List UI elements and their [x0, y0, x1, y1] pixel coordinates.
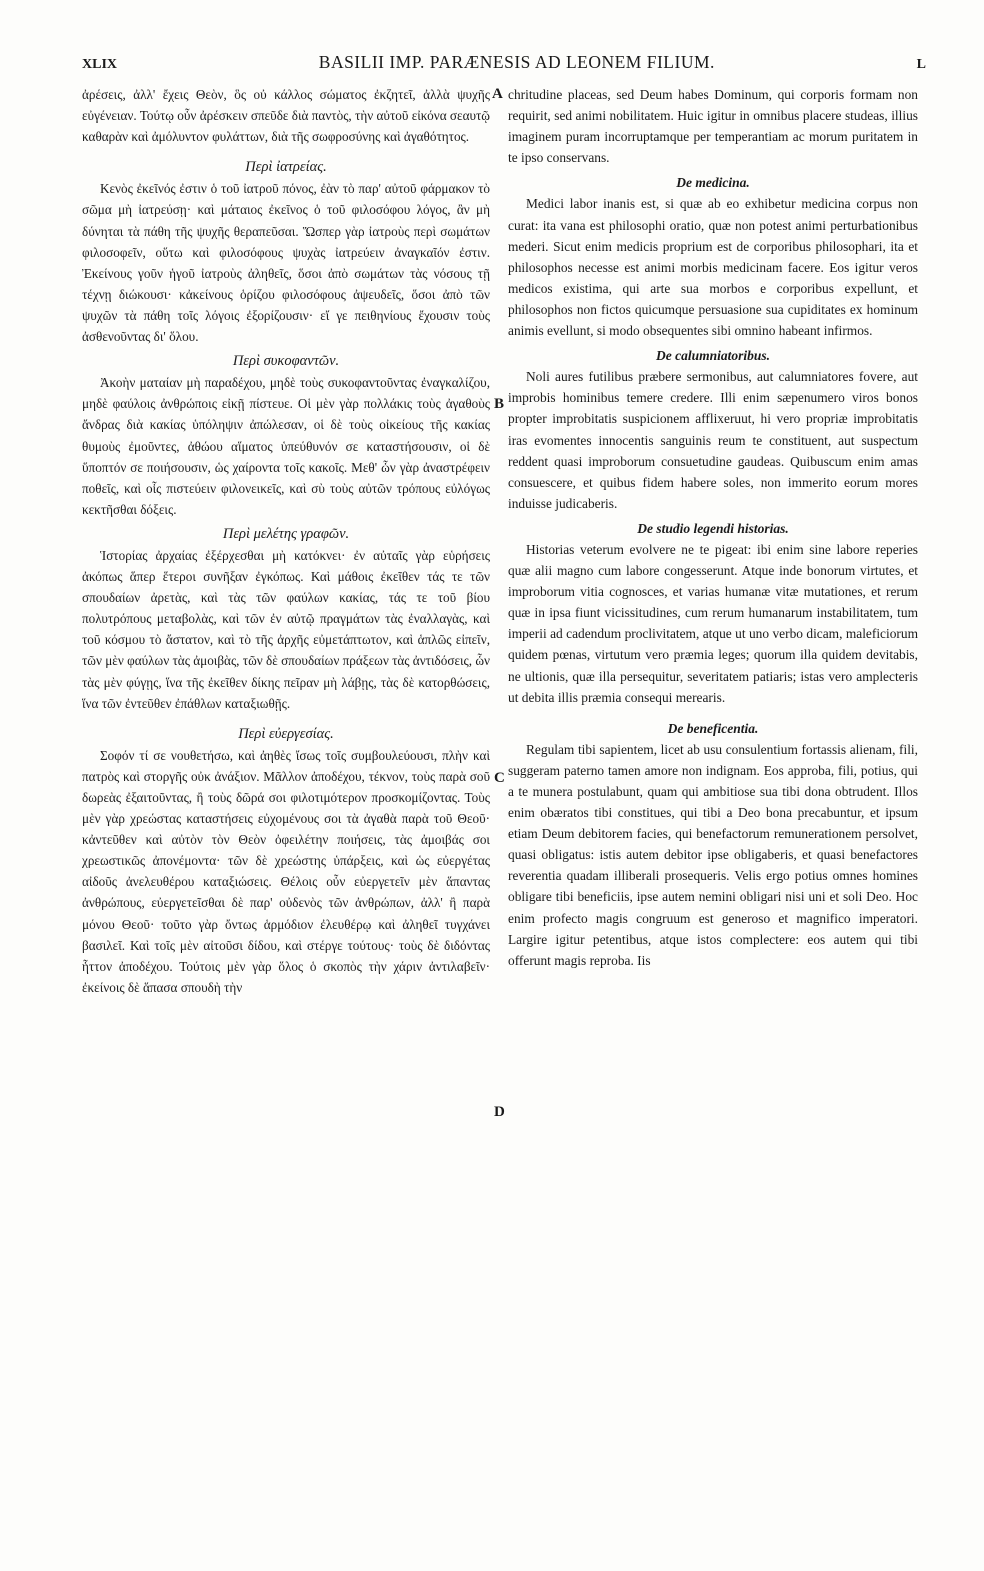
greek-paragraph: Ἱστορίας ἀρχαίας ἐξέρχεσθαι μὴ κατόκνει· ἐν αὐταῖς γὰρ εὑρήσεις ἀκόπως ἅπερ ἕτεροι συνῆξαν ἐγκόπως. Καὶ μάθοις ἐκεῖθεν τάς τε τῶν σπουδαίων ἀρετὰς, καὶ τὰς τῶν φαύλων κακίας, τάς τε τοῦ βίου πολυτρόπους μεταβολὰς, καὶ τῶν ἐν αὐτῷ πραγμάτων τὰς ἐναλλαγὰς, καὶ τοῦ κόσμου τὸ ἄστατον, καὶ τὸ τῆς ἀρχῆς εὐμετάπτωτον, καὶ ἁπλῶς εἰπεῖν, τῶν μὲν φαύλων τὰς ἀμοιβὰς, τῶν δὲ σπουδαίων πράξεων τὰς ἀντιδόσεις, ὧν τὰς μὲν φύγῃς, ἵνα τῆς ἐκεῖθεν δίκης πεῖραν μὴ λάβῃς, τὰς δὲ κατορθώσεις, ἵνα τῶν ἐντεῦθεν ἐπάθλων καταξιωθῇς. [82, 547, 490, 711]
margin-letter-b: B [494, 396, 505, 412]
greek-section-title: Περὶ μελέτης γραφῶν. [222, 525, 350, 542]
margin-letter-a: A [492, 86, 503, 102]
latin-section-title: De calumniatoribus. [655, 348, 771, 364]
greek-section-title: Περὶ ἰατρείας. [245, 159, 327, 176]
latin-paragraph: Noli aures futilibus præbere sermonibus, aut calumniatores fovere, aut improbis hominibus temere credere. Illi enim sæpenumero viros bonos propter improbitatis suspicionem afflixeruut, hi vero propriæ improbitatis iras evomentes innocentis sanguinis reum te constituent, aut suspectum reddent quasi improborum consuetudine gaudeas. Quibuscum enim amas consuescere, et quibus fidem habere soles, non immerito eorum mores induisse judicaberis. [508, 369, 918, 511]
margin-letter-d: D [494, 1104, 505, 1120]
greek-intro: ἀρέσεις, ἀλλ' ἔχεις Θεὸν, ὃς οὐ κάλλος σώματος ἐκζητεῖ, ἀλλὰ ψυχῆς εὐγένειαν. Τούτῳ οὖν ἀρέσκειν σπεῦδε διὰ παντὸς, τὴν αὐτοῦ εἰκόνα σεαυτῷ καθαρὰν καὶ ἀμόλυντον φυλάττων, διὰ τῆς σωφροσύνης καὶ ἀγαθότητος. [82, 87, 490, 145]
latin-paragraph: Medici labor inanis est, si quæ ab eo exhibetur medicina corpus non curat: ita vana est philosophi oratio, quæ non potest animi perturbationibus mederi. Sicut enim medicis proprium est de corporibus philosophari, ita et philosophos necesse est animi morbis medicinam facere. Eos igitur veros medicos existima, qui arte sua morbos e corporibus expellunt, et philosophos non fictos quicumque persuasione sua cupiditates ex hominum animis evellunt, si modo obsequentes sibi omnino habeant infirmos. [508, 196, 918, 339]
greek-column [82, 84, 490, 998]
left-page-number: XLIX [82, 57, 118, 72]
latin-section-title: De beneficentia. [667, 720, 759, 736]
greek-section-title: Περὶ συκοφαντῶν. [232, 353, 340, 370]
running-title: BASILII IMP. PARÆNESIS AD LEONEM FILIUM. [318, 52, 715, 72]
margin-letter-c: C [494, 770, 505, 786]
greek-paragraph: Σοφόν τί σε νουθετήσω, καὶ ἀηθὲς ἴσως τοῖς συμβουλεύουσι, πλὴν καὶ πατρὸς καὶ στοργῆς οὐκ ἀνάξιον. Μᾶλλον ἀποδέχου, τέκνον, τοὺς παρὰ σοῦ δωρεὰς ἐξαιτοῦντας, ἢ τοὺς δῶρά σοι φιλοτιμότερον προσκομίζοντας. Τοὺς μὲν γὰρ χρεώστας καταστήσεις εὐχομένους σοι τὰ ἀγαθὰ παρὰ τοῦ Θεοῦ· κἀντεῦθεν καὶ αὐτὸν τὸν Θεὸν ὀφειλέτην ποιήσεις, τὰς ἀμοιβάς σοι χρεωστικῶς ἀπονέμοντα· τῶν δὲ χρεώστης ὑπάρξεις, καὶ ὡς εὐεργέτας αἰδοῦς ἀνελευθέρου καταξιώσεις. Θέλοις οὖν εὐεργετεῖν μὲν ἅπαντας ἀνθρώπους, εὐεργετεῖσθαι δὲ παρ' οὐδενὸς τῶν ἀνθρώπων, ἀλλ' ἢ παρὰ μόνου Θεοῦ· τοῦτο γὰρ ὄντως ἁρμόδιον ἐλευθέρῳ καὶ ἀληθεῖ τυγχάνει βασιλεῖ. Καὶ τοῖς μὲν αἰτοῦσι δίδου, καὶ στέργε τούτους· τοὺς δὲ διδόντας ἧττον ἀποδέχου. Τούτοις μὲν γὰρ ὅλος ὁ σκοπὸς τὴν χάριν ἀντιλαβεῖν· ἐκείνοις δὲ ἅπασα σπουδὴ τὴν [82, 747, 490, 995]
page-header [82, 52, 926, 80]
latin-intro: chritudine placeas, sed Deum habes Dominum, qui corporis formam non requirit, sed animi nobilitatem. Huic igitur in omnibus placere studeas, illius imaginem puram incorruptamque per temperantiam ac morum puritatem in te ipso conservans. [508, 87, 918, 166]
greek-paragraph: Κενὸς ἐκεῖνός ἐστιν ὁ τοῦ ἰατροῦ πόνος, ἐὰν τὸ παρ' αὐτοῦ φάρμακον τὸ σῶμα μὴ ἰατρεύσῃ· καὶ μάταιος ἐκεῖνος ὁ τοῦ φιλοσόφου λόγος, ἂν μὴ δύνηται τὰ πάθη τῆς ψυχῆς θεραπεῦσαι. Ὥσπερ γὰρ ἰατροὺς περὶ σωμάτων φιλοσοφεῖν, οὕτω καὶ φιλοσόφους ψυχὰς ἰατρεύειν ἀναγκαῖόν ἐστιν. Ἐκείνους γοῦν ἡγοῦ ἰατροὺς ἀληθεῖς, ὅσοι ἀπὸ σωμάτων τὰς νόσους τῇ τέχνῃ διώκουσι· κἀκείνους ὁρίζου φιλοσόφους ἀψευδεῖς, ὅσοι ἀπὸ τῶν ψυχῶν τὰ πάθη τοῖς λόγοις ἐξορίζουσιν· εἴ γε πειθηνίους ἔχουσιν τοὺς ἀσθενοῦντας δι' ὅλου. [82, 181, 490, 345]
greek-paragraph: Ἀκοὴν ματαίαν μὴ παραδέχου, μηδὲ τοὺς συκοφαντοῦντας ἐναγκαλίζου, μηδὲ φαύλοις ἀνθρώποις εἰκῇ πίστευε. Οἱ μὲν γὰρ πολλάκις τοὺς ἀγαθοὺς ἄνδρας διὰ κακίας ὑπόληψιν ἀπώλεσαν, οἱ δὲ τοὺς οἰκείους τῆς κακίας θυμοὺς ἐμοῦντες, ἀθώου αἵματος ὑπεύθυνόν σε καταστήσουσιν, οἱ δὲ ὕποπτόν σε ποιήσουσιν, ὡς χαίροντα τοῖς κακοῖς. Μεθ' ὧν γὰρ ἀναστρέφειν ποθεῖς, καὶ οἷς πιστεύειν φιλονεικεῖς, καὶ σὺ τοὺς αὐτῶν τρόπους εὐλόγως κεκτῆσθαι δόξεις. [82, 375, 490, 517]
latin-section-title: De medicina. [676, 175, 750, 191]
latin-section-title: De studio legendi historias. [637, 520, 789, 536]
latin-paragraph: Historias veterum evolvere ne te pigeat: ibi enim sine labore reperies quæ alii magno cum labore congesserunt. Atque inde bonorum virtutes, et improborum vitia cognosces, et varias humanæ vitæ mutationes, et rerum quæ in ipsa fiunt vicissitudines, cum rerum humanarum instabilitatem, tum imperii ad cadendum proclivitatem, atque ut uno verbo dicam, maleficiorum quidem pœnas, virtutum vero præmia leges; quorum illa quidem devitabis, ne ultionis, quæ illa persequitur, severitatem patiaris; istas vero amplecteris ut debita illis præmia consequi merearis. [508, 541, 918, 705]
latin-paragraph: Regulam tibi sapientem, licet ab usu consulentium fortassis alienam, fili, suggeram paterno tamen amore non indignam. Eos approba, fili, potius, qui a te munera postulabunt, quam qui ambitiose sua tibi dona obtrudent. Illos enim obæratos tibi constitues, qui tibi a Deo bona precabuntur, et ipsum etiam Deum debitorem facies, qui benefactorum remunerationem persolvet, quasi obligatus: istis autem debitor ipse obligaberis, et quasi benefactores reverentia quadam illiberali prosequeris. Velis ergo potius omnes homines obligare tibi beneficiis, ipse autem nemini obligari nisi uni et soli Deo. Hoc enim profecto magis congruum est generoso et magnifico imperatori. Largire igitur petentibus, atque istos complectere: eos autem qui tibi offerunt magis reproba. Iis [508, 741, 918, 968]
right-page-number: L [916, 57, 926, 72]
greek-section-title: Περὶ εὐεργεσίας. [238, 725, 334, 742]
latin-column [508, 84, 918, 971]
